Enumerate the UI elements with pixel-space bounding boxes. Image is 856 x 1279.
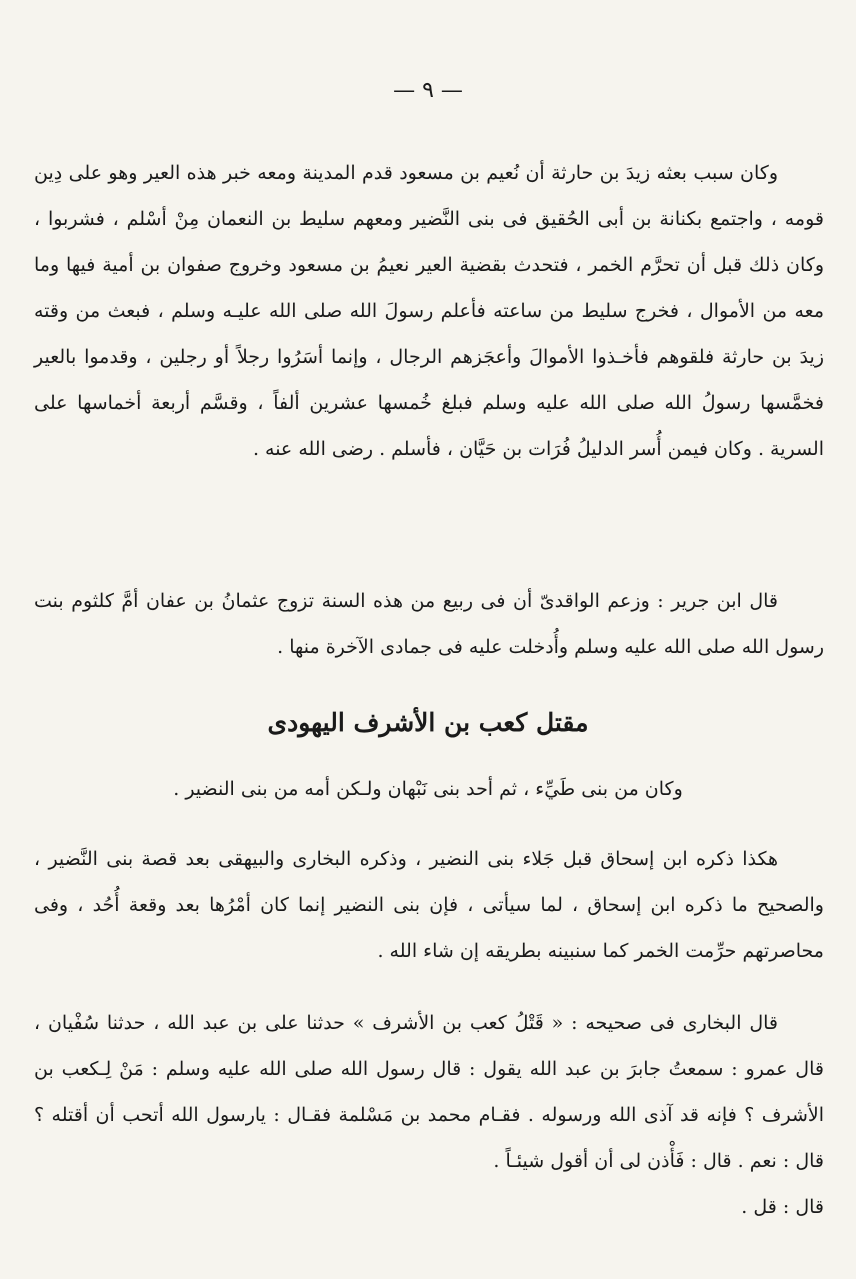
page-number: — ٩ —: [393, 78, 463, 103]
section-heading: مقتل كعب بن الأشرف اليهودى: [267, 708, 589, 737]
paragraph-1: وكان سبب بعثه زيدَ بن حارثة أن نُعيم بن مسعود قدم المدينة ومعه خبر هذه العير وهو على دِين قومه ، واجتمع بكنانة بن أبى الحُقيق فى بنى النَّضير ومعهم سليط بن النعمان مِنْ أسْلم ، فشربوا ، وكان ذلك قبل أن تحرَّم الخمر ، فتحدث بقضية العير نعيمُ بن مسعود وخروج صفوان بن أمية فيها وما معه من الأموال ، فخرج سليط من ساعته فأعلم رسولَ الله صلى الله عليـه وسلم ، فبعث من وقته زيدَ بن حارثة فلقوهم فأخـذوا الأموالَ وأعجَزهم الرجال ، وإنما أسَرُوا رجلاً أو رجلين ، وقدموا بالعير فخمَّسها رسولُ الله صلى الله عليه وسلم فبلغ خُمسها عشرين ألفاً ، وقسَّم أربعة أخماسها على السرية . وكان فيمن أُسر الدليلُ فُرَات بن حَيَّان ، فأسلم . رضى الله عنه .: [34, 162, 824, 460]
paragraph-3: هكذا ذكره ابن إسحاق قبل جَلاء بنى النضير ، وذكره البخارى والبيهقى بعد قصة بنى النَّضير ، والصحيح ما ذكره ابن إسحاق ، لما سيأتى ، فإن بنى النضير إنما كان أمْرُها بعد وقعة أُحُد ، وفى محاصرتهم حرِّمت الخمر كما سنبينه بطريقه إن شاء الله .: [34, 848, 824, 962]
paragraph-2: قال ابن جرير : وزعم الواقدىّ أن فى ربيع من هذه السنة تزوج عثمانُ بن عفان أمَّ كلثوم بنت رسول الله صلى الله عليه وسلم وأُدخلت عليه فى جمادى الآخرة منها .: [34, 590, 824, 658]
section-subline: وكان من بنى طَيِّء ، ثم أحد بنى نَبْهان ولـكن أمه من بنى النضير .: [173, 778, 683, 800]
paragraph-4-last-line: قال : قل .: [741, 1196, 824, 1218]
paragraph-4-block: [34, 1000, 824, 1230]
paragraph-2-block: [34, 578, 824, 670]
paragraph-4: قال البخارى فى صحيحه : « قَتْلُ كعب بن الأشرف » حدثنا على بن عبد الله ، حدثنا سُفْيان ، قال عمرو : سمعتُ جابرَ بن عبد الله يقول : قال رسول الله صلى الله عليه وسلم : مَنْ لِـكعب بن الأشرف ؟ فإنه قد آذى الله ورسوله . فقـام محمد بن مَسْلمة فقـال : يارسول الله أتحب أن أقتله ؟ قال : نعم . قال : فَأْذن لى أن أقول شيئـاً .: [34, 1012, 824, 1172]
paragraph-1-block: [34, 150, 824, 472]
paragraph-3-block: [34, 836, 824, 974]
